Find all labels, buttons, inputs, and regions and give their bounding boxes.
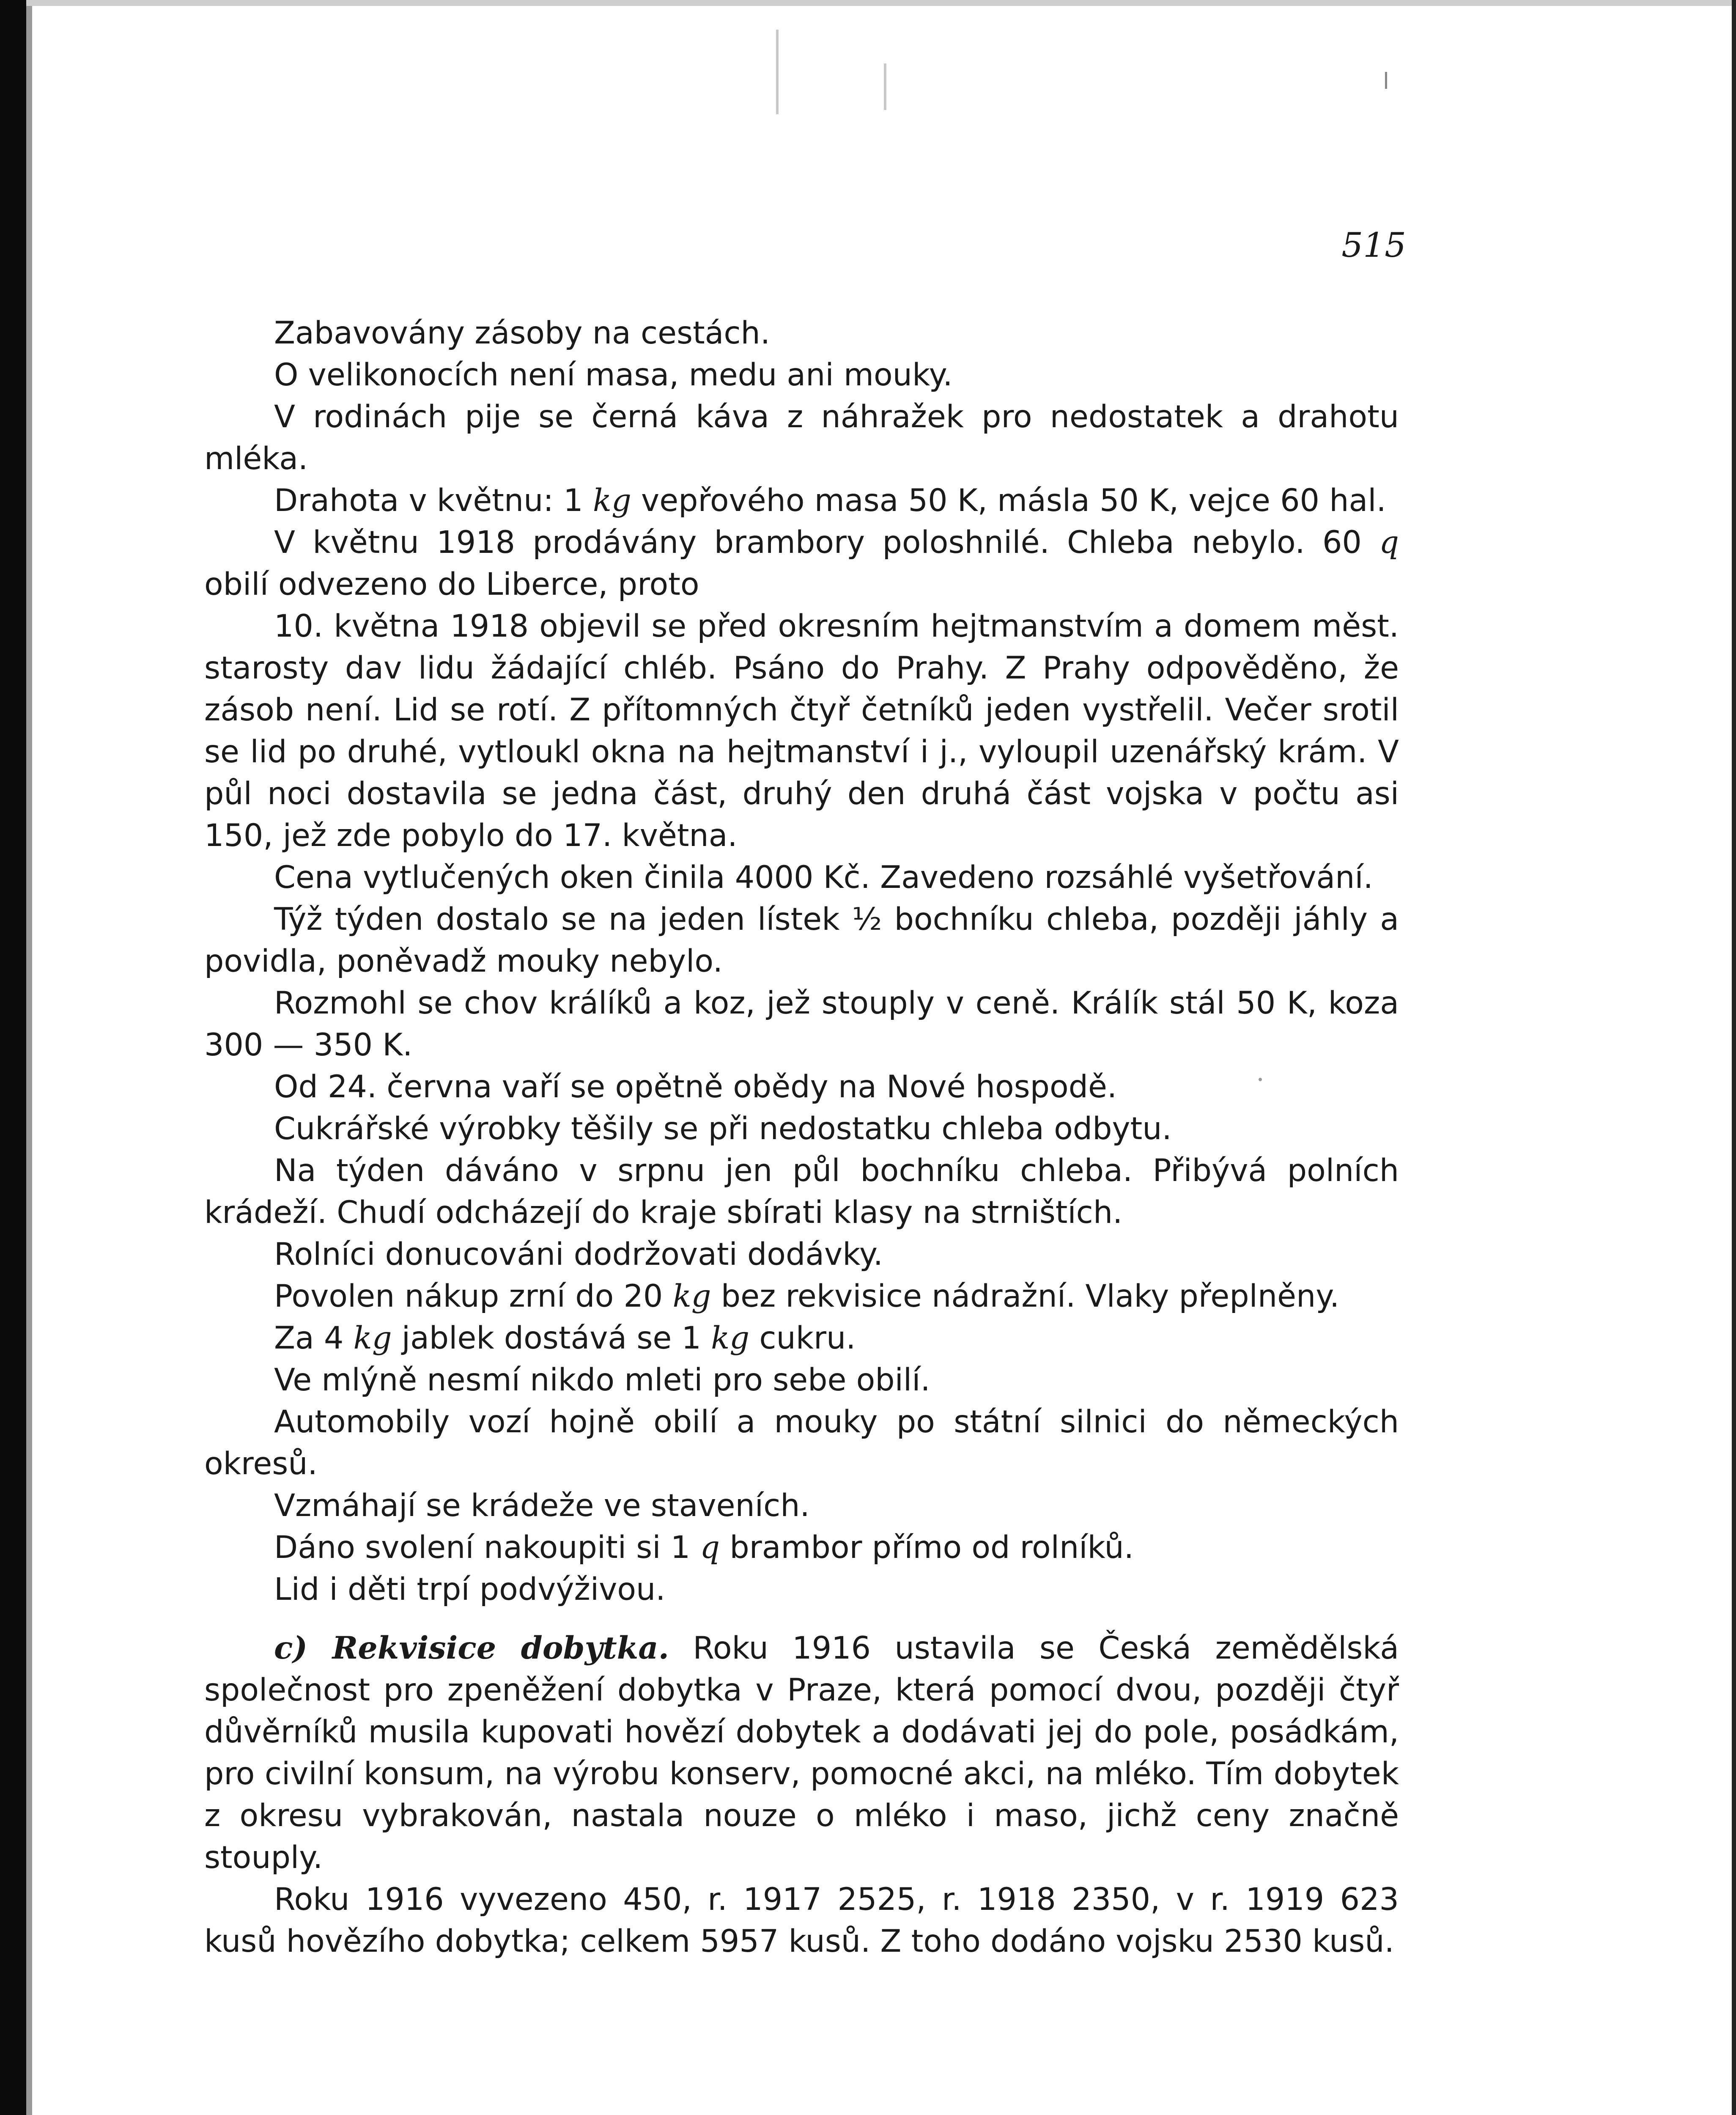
paragraph: [204, 1275, 1399, 1317]
paragraph-text: obilí odvezeno do Liberce, proto: [204, 566, 699, 602]
paragraph: [204, 1568, 1399, 1610]
paragraph-text: bez rekvisice nádražní. Vlaky přeplněny.: [711, 1278, 1340, 1314]
paragraph-text: cukru.: [749, 1320, 856, 1356]
page-number: 515: [1341, 225, 1406, 265]
paragraph-text: Automobily vozí hojně obilí a mouky po státní silnici do německých okresů.: [204, 1404, 1399, 1482]
paragraph-text: jablek dostává se 1: [392, 1320, 711, 1356]
paragraph-text: Roku 1916 ustavila se Česká zemědělská společnost pro zpeněžení dobytka v Praze, která pomocí dvou, později čtyř důvěrníků musila kupovati hovězí dobytek a dodávati jej do pole, posádkám, pro civilní konsum, na výrobu konserv, pomocné akci, na mléko. Tím dobytek z okresu vybrakován, nastala nouze o mléko i maso, jichž ceny značně stouply.: [204, 1630, 1399, 1876]
paragraph: [204, 1401, 1399, 1485]
paragraph: [204, 396, 1399, 480]
emphasis-text: kg: [592, 483, 631, 519]
scan-border-top: [26, 0, 1736, 6]
paragraph: [204, 480, 1399, 522]
paragraph-text: Zabavovány zásoby na cestách.: [274, 315, 771, 351]
paragraph: [204, 605, 1399, 857]
paragraph: [204, 1317, 1399, 1359]
paragraph-text: Drahota v květnu: 1: [274, 483, 593, 519]
paragraph: [204, 1527, 1399, 1568]
paragraph-text: Lid i děti trpí podvýživou.: [274, 1571, 666, 1607]
paragraph-text: Povolen nákup zrní do 20: [274, 1278, 673, 1314]
paragraph-text: vepřového masa 50 K, másla 50 K, vejce 60 hal.: [631, 483, 1386, 519]
paragraph: [204, 982, 1399, 1066]
paragraph-text: Vzmáhají se krádeže ve staveních.: [274, 1488, 810, 1524]
bleed-through-mark: [776, 30, 779, 114]
paragraph-text: V květnu 1918 prodávány brambory poloshnilé. Chleba nebylo. 60: [274, 525, 1379, 560]
paragraph: [204, 354, 1399, 396]
paragraph-text: brambor přímo od rolníků.: [720, 1530, 1134, 1566]
paragraph: [204, 1066, 1399, 1108]
paragraph: [204, 1150, 1399, 1233]
paragraph: [204, 1627, 1399, 1879]
body-text: [204, 312, 1399, 1962]
scan-border-left: [0, 0, 26, 2115]
paragraph: [204, 1879, 1399, 1962]
scan-border-right: [1732, 0, 1736, 2115]
paragraph-text: Ve mlýně nesmí nikdo mleti pro sebe obilí.: [274, 1362, 930, 1398]
paragraph-text: V rodinách pije se černá káva z náhražek pro nedostatek a drahotu mléka.: [204, 399, 1399, 477]
paragraph: [204, 1108, 1399, 1150]
emphasis-text: q: [700, 1530, 720, 1566]
paragraph: [204, 898, 1399, 982]
paragraph-text: Na týden dáváno v srpnu jen půl bochníku chleba. Přibývá polních krádeží. Chudí odcházejí do kraje sbírati klasy na strništích.: [204, 1153, 1399, 1231]
emphasis-text: kg: [672, 1278, 711, 1314]
emphasis-text: kg: [711, 1320, 750, 1356]
bleed-through-mark: [884, 63, 886, 110]
scan-border-left-shade: [26, 0, 32, 2115]
paragraph: [204, 312, 1399, 354]
paragraph: [204, 1485, 1399, 1527]
paragraph-text: Dáno svolení nakoupiti si 1: [274, 1530, 700, 1566]
paragraph-text: Týž týden dostalo se na jeden lístek ½ bochníku chleba, později jáhly a povidla, poněvadž mouky nebylo.: [204, 901, 1399, 979]
emphasis-text: c) Rekvisice dobytka.: [274, 1630, 669, 1666]
paragraph: [204, 1233, 1399, 1275]
emphasis-text: kg: [353, 1320, 392, 1356]
paragraph-text: Rolníci donucováni dodržovati dodávky.: [274, 1236, 883, 1272]
bleed-through-mark: [1385, 72, 1387, 89]
paragraph-text: Roku 1916 vyvezeno 450, r. 1917 2525, r. 1918 2350, v r. 1919 623 kusů hovězího dobytka; celkem 5957 kusů. Z toho dodáno vojsku 2530 kusů.: [204, 1882, 1399, 1959]
paragraph: [204, 857, 1399, 898]
paragraph-text: Rozmohl se chov králíků a koz, jež stouply v ceně. Králík stál 50 K, koza 300 — 350 K.: [204, 985, 1399, 1063]
paragraph: [204, 1359, 1399, 1401]
paragraph-text: Cena vytlučených oken činila 4000 Kč. Zavedeno rozsáhlé vyšetřování.: [274, 860, 1373, 895]
paragraph-text: 10. května 1918 objevil se před okresním hejtmanstvím a domem měst. starosty dav lidu žádající chléb. Psáno do Prahy. Z Prahy odpověděno, že zásob není. Lid se rotí. Z přítomných čtyř četníků jeden vystřelil. Večer srotil se lid po druhé, vytloukl okna na hejtmanství i j., vyloupil uzenářský krám. V půl noci dostavila se jedna část, druhý den druhá část vojska v počtu asi 150, jež zde pobylo do 17. května.: [204, 608, 1399, 854]
emphasis-text: q: [1379, 525, 1399, 560]
paragraph-text: Cukrářské výrobky těšily se při nedostatku chleba odbytu.: [274, 1111, 1172, 1147]
paragraph-text: Od 24. června vaří se opětně obědy na Nové hospodě.: [274, 1069, 1117, 1105]
paragraph-text: O velikonocích není masa, medu ani mouky.: [274, 357, 953, 393]
paragraph: [204, 522, 1399, 605]
paragraph-text: Za 4: [274, 1320, 354, 1356]
